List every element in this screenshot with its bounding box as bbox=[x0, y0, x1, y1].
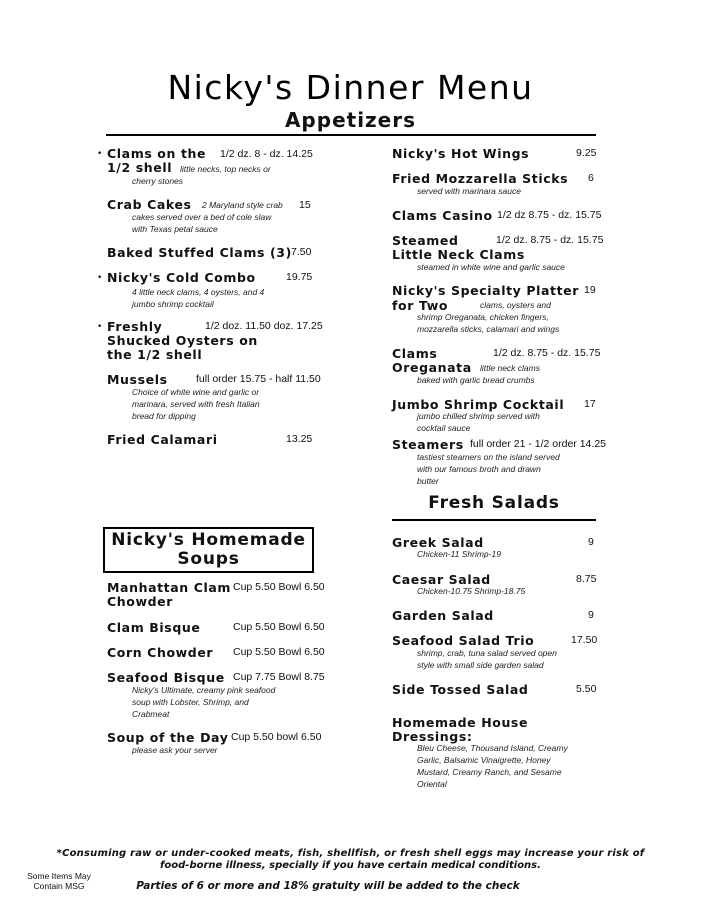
soups-heading-line2: Soups bbox=[177, 549, 240, 569]
menu-title: Nicky's Dinner Menu bbox=[167, 68, 534, 107]
menu-item-name: Manhattan Clam bbox=[107, 580, 232, 595]
menu-item-price: Cup 5.50 Bowl 6.50 bbox=[233, 646, 325, 658]
soups-heading: Nicky's Homemade bbox=[111, 530, 306, 550]
menu-item-price: 5.50 bbox=[576, 683, 597, 695]
menu-item-price: 17 bbox=[584, 398, 596, 410]
menu-item-name: Homemade House bbox=[392, 715, 529, 730]
menu-item-description: 4 little neck clams, 4 oysters, and 4 bbox=[132, 287, 265, 297]
menu-item-name: for Two bbox=[392, 298, 449, 313]
menu-item-price: 17.50 bbox=[571, 634, 598, 646]
menu-item-price: 15 bbox=[299, 199, 311, 211]
menu-item-name: Greek Salad bbox=[392, 535, 484, 550]
menu-item-price: 13.25 bbox=[286, 433, 313, 445]
menu-item-description: Oriental bbox=[417, 779, 447, 789]
menu-item-price: 1/2 dz 8.75 - dz. 15.75 bbox=[497, 209, 602, 221]
menu-item-name: Seafood Bisque bbox=[107, 670, 225, 685]
menu-item-price: 9 bbox=[588, 536, 594, 548]
food-safety-warning: *Consuming raw or under-cooked meats, fish, shellfish, or fresh shell eggs may increase your risk of bbox=[56, 848, 645, 859]
menu-item-name: Little Neck Clams bbox=[392, 247, 525, 262]
salads-heading: Fresh Salads bbox=[428, 493, 560, 513]
menu-item-description: style with small side garden salad bbox=[417, 660, 544, 670]
menu-item-name: Crab Cakes bbox=[107, 197, 192, 212]
menu-item-name: Corn Chowder bbox=[107, 645, 214, 660]
appetizers-heading: Appetizers bbox=[284, 108, 417, 132]
menu-item-price: Cup 5.50 bowl 6.50 bbox=[231, 731, 322, 743]
menu-item-description: bread for dipping bbox=[132, 411, 196, 421]
menu-item-price: 19.75 bbox=[286, 271, 313, 283]
menu-item-description: clams, oysters and bbox=[480, 300, 551, 310]
soups-heading-box bbox=[103, 527, 314, 573]
menu-item-description: tastiest steamers on the island served bbox=[417, 452, 560, 462]
menu-item-description: Nicky's Ultimate, creamy pink seafood bbox=[132, 685, 276, 695]
menu-item-price: 9 bbox=[588, 609, 594, 621]
menu-item-description: please ask your server bbox=[132, 745, 218, 755]
menu-item-description: cocktail sauce bbox=[417, 423, 471, 433]
menu-item-description: jumbo shrimp cocktail bbox=[132, 299, 214, 309]
menu-item-name: Freshly bbox=[107, 319, 163, 334]
msg-notice-line1: Some Items May bbox=[27, 871, 91, 881]
menu-item-name: Steamed bbox=[392, 233, 459, 248]
menu-item-name: Mussels bbox=[107, 372, 168, 387]
bullet: • bbox=[97, 149, 103, 159]
menu-item-description: with Texas petal sauce bbox=[132, 224, 218, 234]
menu-item-description: baked with garlic bread crumbs bbox=[417, 375, 535, 385]
bullet: • bbox=[97, 322, 103, 332]
menu-item-description: mozzarella sticks, calamari and wings bbox=[417, 324, 560, 334]
menu-item-name: Dressings: bbox=[392, 729, 473, 744]
menu-item-description: Bleu Cheese, Thousand Island, Creamy bbox=[417, 743, 568, 753]
menu-item-price: 8.75 bbox=[576, 573, 597, 585]
menu-item-name: Fried Calamari bbox=[107, 432, 218, 447]
menu-item-price: Cup 5.50 Bowl 6.50 bbox=[233, 581, 325, 593]
menu-item-price: 1/2 dz. 8 - dz. 14.25 bbox=[220, 148, 313, 160]
menu-item-description: served with marinara sauce bbox=[417, 186, 521, 196]
bullet: • bbox=[97, 273, 103, 283]
menu-item-description: Crabmeat bbox=[132, 709, 170, 719]
gratuity-notice: Parties of 6 or more and 18% gratuity will be added to the check bbox=[136, 880, 520, 892]
menu-item-name: Seafood Salad Trio bbox=[392, 633, 535, 648]
menu-item-description: soup with Lobster, Shrimp, and bbox=[132, 697, 249, 707]
menu-item-name: Shucked Oysters on bbox=[107, 333, 258, 348]
food-safety-warning-line2: food-borne illness, specially if you have certain medical conditions. bbox=[160, 860, 541, 871]
menu-item-name: Nicky's Specialty Platter bbox=[392, 283, 580, 298]
menu-item-name: Clams Casino bbox=[392, 208, 493, 223]
menu-item-description: marinara, served with fresh Italian bbox=[132, 399, 260, 409]
appetizers-divider bbox=[106, 134, 596, 136]
menu-item-price: 19 bbox=[584, 284, 596, 296]
menu-item-price: Cup 7.75 Bowl 8.75 bbox=[233, 671, 325, 683]
menu-item-description: steamed in white wine and garlic sauce bbox=[417, 262, 565, 272]
menu-item-name: Oreganata bbox=[392, 360, 472, 375]
menu-item-price: Cup 5.50 Bowl 6.50 bbox=[233, 621, 325, 633]
menu-item-description: shrimp Oreganata, chicken fingers, bbox=[417, 312, 549, 322]
menu-item-name: Nicky's Cold Combo bbox=[107, 270, 256, 285]
menu-item-description: Garlic, Balsamic Vinaigrette, Honey bbox=[417, 755, 551, 765]
menu-item-description: cakes served over a bed of cole slaw bbox=[132, 212, 272, 222]
salads-divider bbox=[392, 519, 596, 521]
menu-item-price: 1/2 dz. 8.75 - dz. 15.75 bbox=[496, 234, 604, 246]
menu-item-description: Chicken-10.75 Shrimp-18.75 bbox=[417, 586, 526, 596]
menu-item-price: full order 21 - 1/2 order 14.25 bbox=[470, 438, 606, 450]
menu-item-description: cherry stones bbox=[132, 176, 184, 186]
menu-item-name: Steamers bbox=[392, 437, 464, 452]
menu-item-description: with our famous broth and drawn bbox=[417, 464, 541, 474]
menu-item-description: 2 Maryland style crab bbox=[202, 200, 283, 210]
menu-item-description: shrimp, crab, tuna salad served open bbox=[417, 648, 557, 658]
menu-item-description: Chicken-11 Shrimp-19 bbox=[417, 549, 501, 559]
menu-item-price: 1/2 dz. 8.75 - dz. 15.75 bbox=[493, 347, 601, 359]
menu-item-price: 1/2 doz. 11.50 doz. 17.25 bbox=[205, 320, 323, 332]
menu-item-price: full order 15.75 - half 11.50 bbox=[196, 373, 321, 385]
menu-item-description: Mustard, Creamy Ranch, and Sesame bbox=[417, 767, 562, 777]
menu-item-name: Fried Mozzarella Sticks bbox=[392, 171, 569, 186]
msg-notice-line2: Contain MSG bbox=[33, 881, 85, 891]
menu-item-name: Garden Salad bbox=[392, 608, 494, 623]
menu-item-description: butter bbox=[417, 476, 439, 486]
menu-item-description: little neck clams bbox=[480, 363, 540, 373]
menu-item-name: Side Tossed Salad bbox=[392, 682, 529, 697]
menu-item-name: the 1/2 shell bbox=[107, 347, 203, 362]
menu-item-name: Clams bbox=[392, 346, 438, 361]
menu-item-description: little necks, top necks or bbox=[180, 164, 271, 174]
menu-item-name: Soup of the Day bbox=[107, 730, 229, 745]
menu-item-name: Jumbo Shrimp Cocktail bbox=[392, 397, 565, 412]
menu-item-description: Choice of white wine and garlic or bbox=[132, 387, 260, 397]
menu-item-name: Caesar Salad bbox=[392, 572, 491, 587]
menu-item-name: Chowder bbox=[107, 594, 173, 609]
menu-item-name: Clam Bisque bbox=[107, 620, 201, 635]
menu-item-name: Clams on the bbox=[107, 146, 207, 161]
menu-item-description: jumbo chilled shrimp served with bbox=[417, 411, 540, 421]
menu-item-price: 9.25 bbox=[576, 147, 597, 159]
menu-item-name: Baked Stuffed Clams (3) bbox=[107, 245, 292, 260]
menu-item-price: 6 bbox=[588, 172, 594, 184]
menu-item-price: 7.50 bbox=[291, 246, 312, 258]
menu-item-name: Nicky's Hot Wings bbox=[392, 146, 530, 161]
menu-item-name: 1/2 shell bbox=[107, 160, 173, 175]
